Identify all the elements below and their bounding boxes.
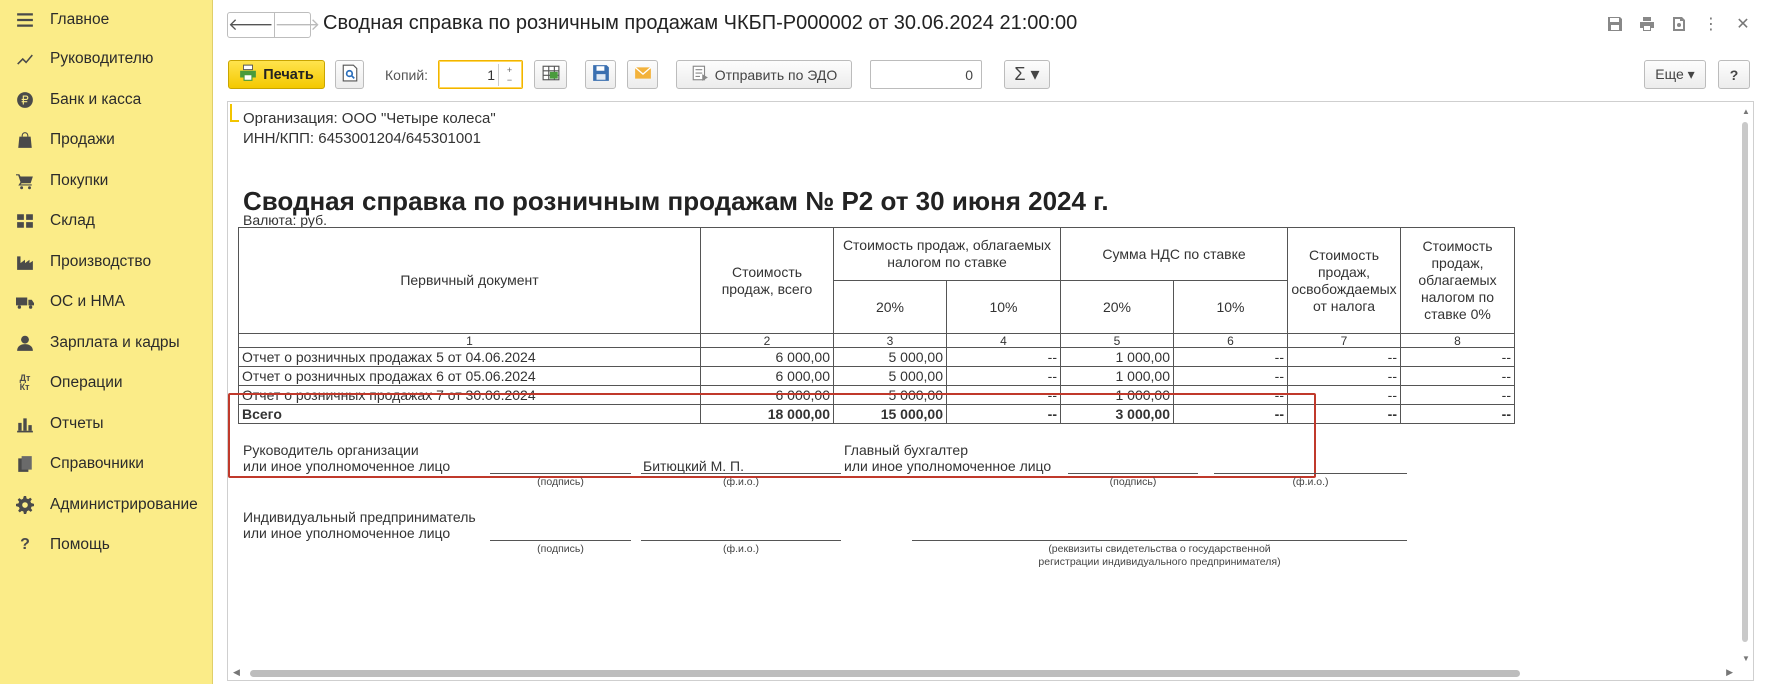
- table-cell: --: [947, 367, 1061, 386]
- forward-button[interactable]: [274, 13, 321, 37]
- signature-caption: (подпись): [537, 543, 584, 555]
- printer-icon: [239, 64, 257, 86]
- sum-mode-dropdown[interactable]: Σ ▾: [1004, 60, 1050, 89]
- sidebar-item-sales[interactable]: [0, 120, 212, 161]
- cart-icon: [14, 170, 36, 192]
- chief-accountant-title: Главный бухгалтер: [844, 442, 968, 458]
- send-edo-button[interactable]: [676, 60, 852, 89]
- table-cell: --: [1401, 367, 1515, 386]
- sidebar-item-directories[interactable]: [0, 444, 212, 485]
- warehouse-icon: [14, 210, 36, 232]
- column-number: 2: [701, 334, 834, 348]
- sidebar-item-purchases[interactable]: [0, 161, 212, 202]
- signature-caption: (подпись): [537, 476, 584, 488]
- table-settings-button[interactable]: [534, 60, 567, 89]
- report-title: Сводная справка по розничным продажам № Р2 от 30 июня 2024 г.: [243, 186, 1109, 216]
- currency-line: Валюта: руб.: [243, 212, 327, 228]
- horizontal-scrollbar[interactable]: [228, 665, 1753, 680]
- header-primary-document: Первичный документ: [239, 228, 701, 334]
- sidebar-item-label: Зарплата и кадры: [50, 333, 180, 351]
- column-number: 8: [1401, 334, 1515, 348]
- send-email-button[interactable]: [627, 60, 658, 89]
- truck-icon: [14, 291, 36, 313]
- scroll-right-icon[interactable]: ▶: [1726, 667, 1733, 677]
- spin-up-icon[interactable]: +: [506, 65, 513, 75]
- bar-chart-icon: [14, 413, 36, 435]
- sidebar-item-label: Помощь: [50, 536, 110, 554]
- save-icon: [592, 64, 610, 85]
- more-vertical-icon[interactable]: ⋮: [1703, 16, 1719, 33]
- header-sales-total: Стоимость продаж, всего: [701, 228, 834, 334]
- sidebar-item-warehouse[interactable]: [0, 201, 212, 242]
- page-title: Сводная справка по розничным продажам ЧКБП-Р000002 от 30.06.2024 21:00:00: [323, 12, 1078, 34]
- horizontal-scroll-thumb[interactable]: [250, 670, 1520, 677]
- column-number: 3: [834, 334, 947, 348]
- sidebar-item-label: Продажи: [50, 131, 115, 149]
- table-cell: Отчет о розничных продажах 5 от 04.06.2024: [239, 348, 701, 367]
- shopping-bag-icon: [14, 129, 36, 151]
- sidebar-item-manager[interactable]: [0, 39, 212, 80]
- close-icon[interactable]: ✕: [1736, 16, 1750, 33]
- scroll-down-icon[interactable]: ▼: [1742, 654, 1750, 663]
- header-taxable-10: 10%: [947, 281, 1061, 334]
- header-vat-sum: Сумма НДС по ставке: [1061, 228, 1288, 281]
- total-label: Всего: [239, 405, 701, 424]
- scroll-up-icon[interactable]: ▲: [1742, 107, 1750, 116]
- help-button[interactable]: ?: [1718, 60, 1750, 89]
- vertical-scrollbar[interactable]: [1738, 102, 1753, 667]
- table-cell: --: [1174, 386, 1288, 405]
- total-cell: 18 000,00: [701, 405, 834, 424]
- copies-field[interactable]: [438, 60, 523, 89]
- inn-kpp-line: ИНН/КПП: 6453001204/645301001: [243, 130, 481, 147]
- menu-icon: [14, 9, 36, 31]
- total-cell: --: [1288, 405, 1401, 424]
- head-signature-subtitle: или иное уполномоченное лицо: [243, 458, 451, 474]
- scroll-left-icon[interactable]: ◀: [233, 667, 240, 677]
- table-cell: --: [1288, 386, 1401, 405]
- preview-icon[interactable]: [1668, 13, 1690, 35]
- save-icon[interactable]: [1604, 13, 1626, 35]
- history-nav: [227, 12, 321, 38]
- ip-signature-title: Индивидуальный предприниматель: [243, 509, 476, 525]
- table-cell: --: [1401, 348, 1515, 367]
- head-signature-line: [490, 473, 631, 474]
- column-number: 6: [1174, 334, 1288, 348]
- chief-accountant-subtitle: или иное уполномоченное лицо: [844, 458, 1052, 474]
- arrow-right-icon: 🡒: [274, 15, 321, 34]
- preview-icon: [341, 64, 359, 85]
- total-cell: --: [1174, 405, 1288, 424]
- head-signature-title: Руководитель организации: [243, 442, 419, 458]
- sidebar-item-help[interactable]: [0, 525, 212, 566]
- table-cell: 5 000,00: [834, 386, 947, 405]
- column-number: 7: [1288, 334, 1401, 348]
- table-cell: 5 000,00: [834, 348, 947, 367]
- sidebar-item-label: Банк и касса: [50, 90, 142, 108]
- sidebar-item-label: Операции: [50, 374, 123, 392]
- active-cell-marker: [230, 104, 239, 122]
- print-button-label: Печать: [263, 66, 314, 83]
- envelope-icon: [634, 64, 652, 85]
- total-cell: --: [947, 405, 1061, 424]
- table-row: [239, 367, 1515, 386]
- vertical-scroll-thumb[interactable]: [1742, 122, 1748, 642]
- table-cell: Отчет о розничных продажах 7 от 30.06.2024: [239, 386, 701, 405]
- sidebar-item-label: Покупки: [50, 171, 109, 189]
- sum-input[interactable]: [871, 61, 981, 88]
- sidebar-item-label: Справочники: [50, 455, 144, 473]
- sidebar-item-administration[interactable]: [0, 485, 212, 526]
- table-cell: 1 000,00: [1061, 386, 1174, 405]
- table-cell: 1 000,00: [1061, 348, 1174, 367]
- table-cell: 5 000,00: [834, 367, 947, 386]
- ruble-coin-icon: [14, 89, 36, 111]
- command-bar: [213, 60, 1766, 92]
- head-name: Битюцкий М. П.: [643, 458, 744, 474]
- header-vat-20: 20%: [1061, 281, 1174, 334]
- back-button[interactable]: [228, 13, 274, 37]
- sidebar-item-label: Главное: [50, 10, 110, 28]
- sidebar-item-bank[interactable]: [0, 80, 212, 121]
- header-vat-10: 10%: [1174, 281, 1288, 334]
- fio-caption: (ф.и.о.): [722, 476, 760, 488]
- edo-icon: [691, 64, 709, 85]
- column-number: 4: [947, 334, 1061, 348]
- table-cell: --: [1401, 386, 1515, 405]
- copies-input[interactable]: [441, 64, 495, 86]
- table-cell: --: [1288, 367, 1401, 386]
- sidebar-item-label: Администрирование: [50, 495, 198, 513]
- title-bar: [213, 0, 1766, 48]
- sidebar-item-label: Склад: [50, 212, 95, 230]
- debit-credit-icon: Дт Кт: [19, 373, 31, 393]
- gear-icon: [14, 494, 36, 516]
- table-cell: 6 000,00: [701, 386, 834, 405]
- arrow-left-icon: 🡐: [228, 15, 274, 34]
- table-settings-icon: [542, 64, 560, 85]
- organization-line: Организация: ООО "Четыре колеса": [243, 110, 496, 127]
- preview-button[interactable]: [335, 60, 364, 89]
- copies-label: Копий:: [385, 67, 429, 83]
- column-numbers-row: [239, 334, 1515, 348]
- table-row: [239, 348, 1515, 367]
- sidebar-item-label: ОС и НМА: [50, 293, 125, 311]
- ip-signature-line: [490, 540, 631, 541]
- title-tools: [1604, 13, 1754, 35]
- sidebar-item-label: Производство: [50, 252, 152, 270]
- head-name-line: [641, 473, 841, 474]
- table-cell: 6 000,00: [701, 367, 834, 386]
- ip-registration-line: [912, 540, 1407, 541]
- fio-caption: (ф.и.о.): [722, 543, 760, 555]
- chief-signature-line: [1068, 473, 1198, 474]
- registration-caption-1: (реквизиты свидетельства о государственной: [1048, 543, 1271, 555]
- sidebar-item-fixed-assets[interactable]: [0, 282, 212, 323]
- sales-summary-table: [238, 227, 1515, 424]
- spin-down-icon[interactable]: −: [506, 75, 513, 85]
- sidebar-item-reports[interactable]: [0, 404, 212, 445]
- trend-icon: [14, 48, 36, 70]
- chief-name-line: [1214, 473, 1407, 474]
- header-taxable-sales: Стоимость продаж, облагаемых налогом по ставке: [834, 228, 1061, 281]
- spreadsheet-document[interactable]: [227, 101, 1754, 681]
- table-cell: 1 000,00: [1061, 367, 1174, 386]
- ip-name-line: [641, 540, 841, 541]
- sidebar-item-label: Отчеты: [50, 414, 104, 432]
- table-cell: --: [1174, 348, 1288, 367]
- copies-stepper[interactable]: [498, 64, 520, 86]
- books-icon: [14, 453, 36, 475]
- question-icon: ?: [20, 536, 30, 554]
- document-window: [213, 0, 1766, 684]
- column-number: 5: [1061, 334, 1174, 348]
- header-taxable-20: 20%: [834, 281, 947, 334]
- sidebar-item-main[interactable]: [0, 0, 212, 39]
- registration-caption-2: регистрации индивидуального предпринимателя): [1038, 556, 1281, 568]
- fio-caption: (ф.и.о.): [1292, 476, 1329, 488]
- more-button[interactable]: Еще ▾: [1644, 60, 1706, 89]
- table-row: [239, 386, 1515, 405]
- send-edo-label: Отправить по ЭДО: [714, 66, 838, 83]
- table-cell: --: [947, 386, 1061, 405]
- total-row: [239, 405, 1515, 424]
- signature-caption: (подпись): [1109, 476, 1157, 488]
- report-sheet: [228, 102, 1738, 667]
- table-cell: --: [947, 348, 1061, 367]
- table-cell: Отчет о розничных продажах 6 от 05.06.2024: [239, 367, 701, 386]
- sidebar-item-salary[interactable]: [0, 323, 212, 364]
- sidebar-item-production[interactable]: [0, 242, 212, 283]
- header-zero-rate-sales: Стоимость продаж, облагаемых налогом по ставке 0%: [1401, 228, 1515, 334]
- total-cell: 3 000,00: [1061, 405, 1174, 424]
- printer-icon[interactable]: [1636, 13, 1658, 35]
- person-icon: [14, 332, 36, 354]
- table-cell: 6 000,00: [701, 348, 834, 367]
- sidebar-item-operations[interactable]: [0, 363, 212, 404]
- table-cell: --: [1174, 367, 1288, 386]
- total-cell: 15 000,00: [834, 405, 947, 424]
- save-button[interactable]: [585, 60, 616, 89]
- column-number: 1: [239, 334, 701, 348]
- print-button[interactable]: [228, 60, 325, 89]
- ip-signature-subtitle: или иное уполномоченное лицо: [243, 525, 451, 541]
- sections-sidebar: [0, 0, 213, 684]
- header-exempt-sales: Стоимость продаж, освобождаемых от налога: [1288, 228, 1401, 334]
- table-cell: --: [1288, 348, 1401, 367]
- factory-icon: [14, 251, 36, 273]
- sum-field[interactable]: [870, 60, 982, 89]
- sidebar-item-label: Руководителю: [50, 50, 154, 68]
- total-cell: --: [1401, 405, 1515, 424]
